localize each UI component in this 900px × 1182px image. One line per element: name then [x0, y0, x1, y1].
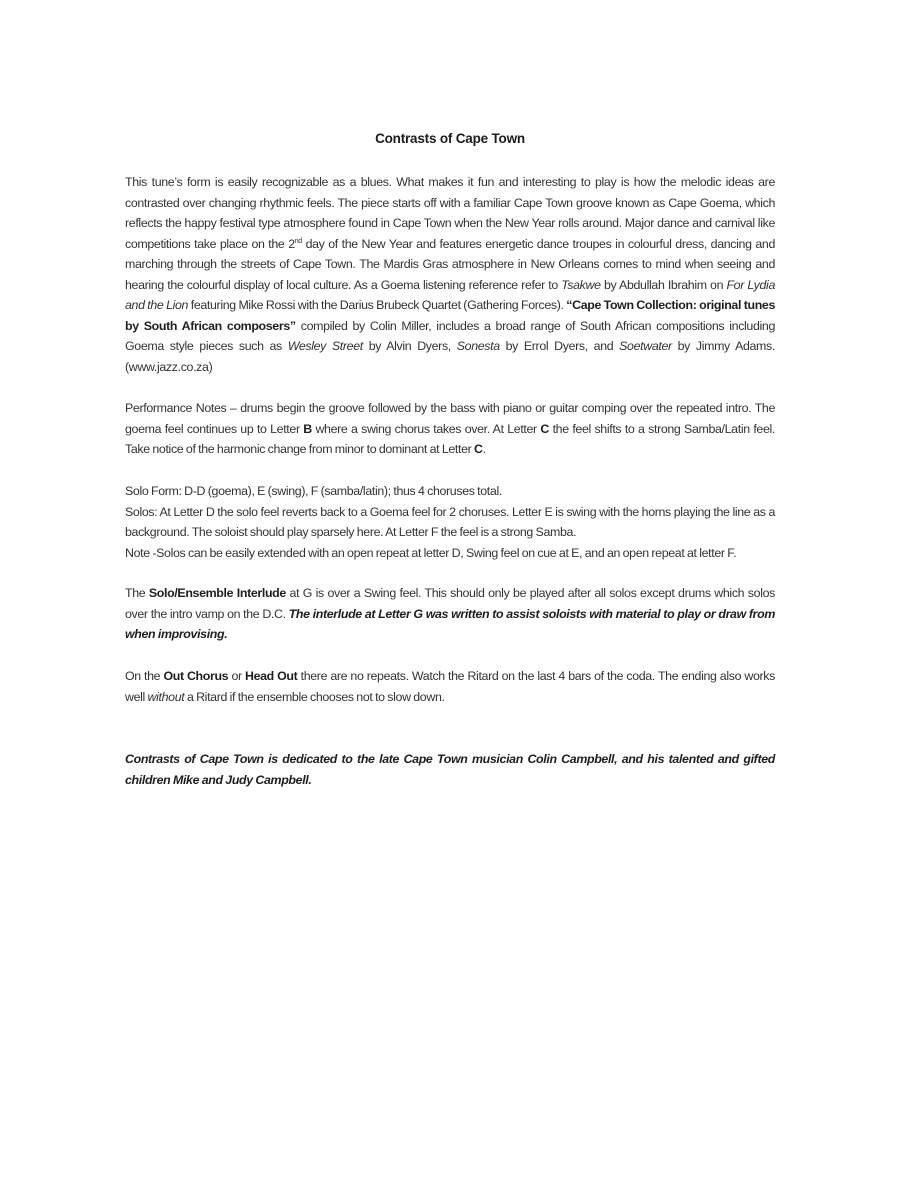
letter-b: B — [303, 421, 312, 436]
performance-text-3: the feel shifts to a strong Samba/Latin feel. Take notice of the harmonic change from minor to dominant at Letter — [125, 421, 775, 456]
out-chorus-paragraph — [125, 666, 775, 707]
solos-paragraph — [125, 481, 775, 563]
out-chorus-text-2: or — [228, 669, 245, 683]
intro-text-4: featuring Mike Rossi with the Darius Brubeck Quartet (Gathering Forces). — [188, 298, 567, 312]
intro-text-6: by Alvin Dyers, — [362, 339, 457, 353]
collection-title: “Cape Town Collection: original tunes by South African composers” — [125, 298, 775, 333]
performance-text-4: . — [482, 442, 486, 456]
intro-text-1: This tune’s form is easily recognizable as a blues. What makes it fun and interesting to play is how the melodic ideas are contrasted over changing rhythmic feels. The piece starts off with a familiar Cape Town groove known as Cape Goema, which reflects the happy festival type atmosphere found in Cape Town when the New Year rolls around. Major dance and carnival like competitions take place on the 2 — [125, 175, 775, 251]
out-chorus-text-1: On the — [125, 669, 164, 683]
solo-ensemble-interlude-label: Solo/Ensemble Interlude — [148, 586, 286, 600]
interlude-text-2: at G is over a Swing feel. This should only be played after all solos except drums which solos over the intro vamp on the D.C. — [125, 586, 775, 621]
intro-text-3: by Abdullah Ibrahim on — [600, 277, 727, 292]
dedication-text: Contrasts of Cape Town is dedicated to the late Cape Town musician Colin Campbell, and his talented and gifted children Mike and Judy Campbell. — [125, 752, 775, 787]
document-title: Contrasts of Cape Town — [375, 131, 525, 146]
intro-text-2: day of the New Year and features energetic dance troupes in colourful dress, dancing and marching through the streets of Cape Town. The Mardis Gras atmosphere in New Orleans comes to mind when seeing and hearing the colourful display of local culture. As a Goema listening reference refer to — [125, 236, 775, 292]
sonesta-title: Sonesta — [456, 339, 500, 353]
interlude-emphasis: The interlude at Letter G was written to assist soloists with material to play or draw from when improvising. — [125, 606, 775, 641]
dedication-paragraph — [125, 749, 775, 790]
tsakwe-title: Tsakwe — [561, 277, 601, 292]
lydia-album-title: For Lydia and the Lion — [125, 277, 775, 312]
wesley-street-title: Wesley Street — [287, 339, 363, 353]
letter-c: C — [474, 442, 483, 456]
head-out-label: Head Out — [245, 669, 298, 683]
performance-text-1: Performance Notes – drums begin the groove followed by the bass with piano or guitar comping over the repeated intro. The goema feel continues up to Letter — [125, 401, 775, 436]
letter-c: C — [540, 421, 550, 436]
intro-text-7: by Errol Dyers, and — [499, 339, 620, 353]
intro-paragraph — [125, 172, 775, 377]
solos-note-line: Note -Solos can be easily extended with an open repeat at letter D, Swing feel on cue at E, and an open repeat at letter F. — [125, 545, 737, 560]
out-chorus-text-4: a Ritard if the ensemble chooses not to slow down. — [184, 689, 445, 704]
solos-line: Solos: At Letter D the solo feel reverts back to a Goema feel for 2 choruses. Letter E is swing with the horns playing the line as a background. The soloist should play sparsely here. At Letter F the feel is a strong Samba. — [125, 504, 775, 539]
out-chorus-label: Out Chorus — [163, 669, 229, 683]
performance-text-2: where a swing chorus takes over. At Letter — [311, 421, 541, 436]
without-emphasis: without — [147, 689, 185, 704]
soetwater-title: Soetwater — [619, 339, 672, 353]
interlude-paragraph — [125, 583, 775, 645]
solo-form-line: Solo Form: D-D (goema), E (swing), F (samba/latin); thus 4 choruses total. — [125, 484, 502, 498]
interlude-text-1: The — [125, 586, 149, 600]
ordinal-superscript: nd — [294, 237, 302, 245]
out-chorus-text-3: there are no repeats. Watch the Ritard on the last 4 bars of the coda. The ending also works well — [125, 669, 775, 704]
performance-notes-paragraph — [125, 398, 775, 460]
intro-text-5: compiled by Colin Miller, includes a broad range of South African compositions including Goema style pieces such as — [125, 318, 776, 353]
intro-text-8: by Jimmy Adams. (www.jazz.co.za) — [125, 339, 775, 374]
